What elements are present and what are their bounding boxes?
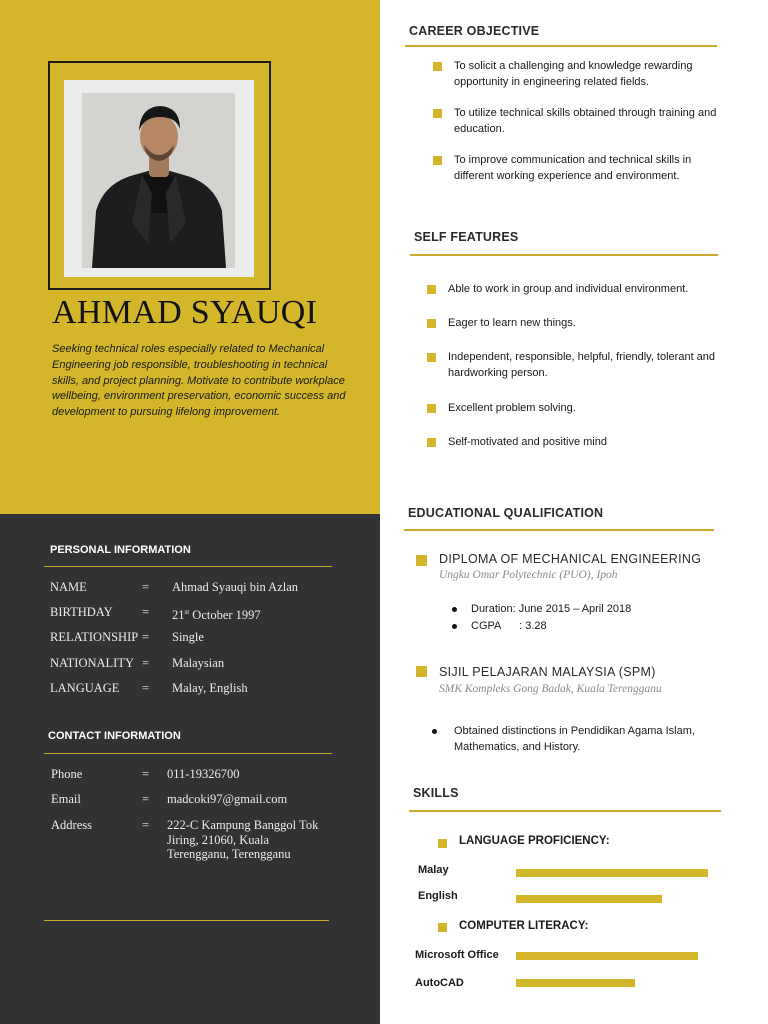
feature-item: Excellent problem solving.: [448, 402, 576, 414]
separator: =: [142, 792, 150, 806]
bullet-square-icon: [427, 353, 436, 362]
bullet-dot-icon: [452, 624, 457, 629]
personal-value: Single: [172, 630, 204, 644]
personal-label: LANGUAGE: [50, 681, 120, 695]
education-rule: [404, 529, 714, 531]
separator: =: [142, 818, 150, 832]
bullet-square-icon: [438, 923, 447, 932]
skill-label: Malay: [418, 864, 449, 876]
contact-label: Address: [51, 818, 92, 832]
address-value: 222-C Kampung Banggol Tok Jiring, 21060, Kuala Terengganu, Terengganu: [167, 818, 319, 861]
education-detail: CGPA : 3.28: [471, 620, 547, 632]
contact-label: Email: [51, 792, 81, 806]
education-institution: Ungku Omar Polytechnic (PUO), Ipoh: [439, 569, 618, 581]
skill-bar-autocad: [516, 979, 635, 987]
birthday-day: 21: [172, 608, 185, 622]
bullet-dot-icon: [452, 607, 457, 612]
profile-name: AHMAD SYAUQI: [52, 294, 318, 331]
separator: =: [142, 681, 150, 695]
computer-literacy-heading: COMPUTER LITERACY:: [459, 920, 589, 932]
bullet-square-icon: [427, 319, 436, 328]
education-detail: Obtained distinctions in Pendidikan Agama Islam, Mathematics, and History.: [454, 725, 695, 753]
bullet-square-icon: [427, 285, 436, 294]
career-item: To utilize technical skills obtained through training and education.: [454, 107, 717, 135]
profile-photo: [82, 93, 235, 268]
contact-label: Phone: [51, 767, 83, 781]
career-objective-rule: [405, 45, 717, 47]
personal-info-rule: [44, 566, 332, 567]
bullet-square-icon: [433, 156, 442, 165]
skill-label: AutoCAD: [415, 977, 464, 989]
separator: =: [142, 767, 150, 781]
contact-info-heading: CONTACT INFORMATION: [48, 730, 181, 742]
personal-info-heading: PERSONAL INFORMATION: [50, 544, 191, 556]
feature-item: Independent, responsible, helpful, friendly, tolerant and hardworking person.: [448, 351, 716, 379]
bullet-square-icon: [416, 555, 427, 566]
profile-summary: Seeking technical roles especially related to Mechanical Engineering job responsible, troubleshooting in technical skills, and project planning. Motivate to contribute workplace wellbeing, environment preservation, economic success and development to pursuing lifelong improvement.: [52, 343, 346, 419]
education-title: DIPLOMA OF MECHANICAL ENGINEERING: [439, 552, 702, 566]
feature-item: Self-motivated and positive mind: [448, 436, 607, 448]
separator: =: [142, 605, 150, 619]
self-features-heading: SELF FEATURES: [414, 230, 519, 244]
career-objective-heading: CAREER OBJECTIVE: [409, 24, 540, 38]
personal-label: BIRTHDAY: [50, 605, 113, 619]
separator: =: [142, 580, 150, 594]
skills-heading: SKILLS: [413, 786, 459, 800]
email-value[interactable]: madcoki97@gmail.com: [167, 792, 288, 806]
education-title: SIJIL PELAJARAN MALAYSIA (SPM): [439, 665, 656, 679]
skill-bar-malay: [516, 869, 708, 877]
personal-value: [172, 605, 342, 623]
feature-item: Eager to learn new things.: [448, 317, 576, 329]
education-institution: SMK Kompleks Gong Badak, Kuala Terengganu: [439, 683, 662, 695]
feature-item: Able to work in group and individual environment.: [448, 283, 689, 295]
birthday-rest: October 1997: [189, 608, 261, 622]
skill-label: English: [418, 890, 458, 902]
skill-bar-english: [516, 895, 662, 903]
career-item: To solicit a challenging and knowledge rewarding opportunity in engineering related fields.: [454, 60, 693, 88]
personal-label: RELATIONSHIP: [50, 630, 139, 644]
personal-value: Ahmad Syauqi bin Azlan: [172, 580, 299, 594]
personal-label: NATIONALITY: [50, 656, 135, 670]
bullet-square-icon: [433, 109, 442, 118]
education-heading: EDUCATIONAL QUALIFICATION: [408, 506, 604, 520]
phone-value[interactable]: 011-19326700: [167, 767, 240, 781]
bullet-dot-icon: [432, 729, 437, 734]
bullet-square-icon: [433, 62, 442, 71]
skill-bar-microsoft-office: [516, 952, 698, 960]
language-proficiency-heading: LANGUAGE PROFICIENCY:: [459, 835, 610, 847]
career-item: To improve communication and technical skills in different working experience and environment.: [454, 154, 692, 182]
bullet-square-icon: [427, 404, 436, 413]
separator: =: [142, 630, 150, 644]
bullet-square-icon: [427, 438, 436, 447]
info-bottom-rule: [44, 920, 329, 921]
contact-info-rule: [44, 753, 332, 754]
separator: =: [142, 656, 150, 670]
birthday-suffix: st: [184, 608, 190, 616]
skill-label: Microsoft Office: [415, 949, 499, 961]
bullet-square-icon: [416, 666, 427, 677]
personal-value: Malaysian: [172, 656, 225, 670]
self-features-rule: [410, 254, 718, 256]
personal-label: NAME: [50, 580, 87, 594]
personal-value: Malay, English: [172, 681, 248, 695]
education-detail: Duration: June 2015 – April 2018: [471, 603, 632, 615]
bullet-square-icon: [438, 839, 447, 848]
skills-rule: [409, 810, 721, 812]
